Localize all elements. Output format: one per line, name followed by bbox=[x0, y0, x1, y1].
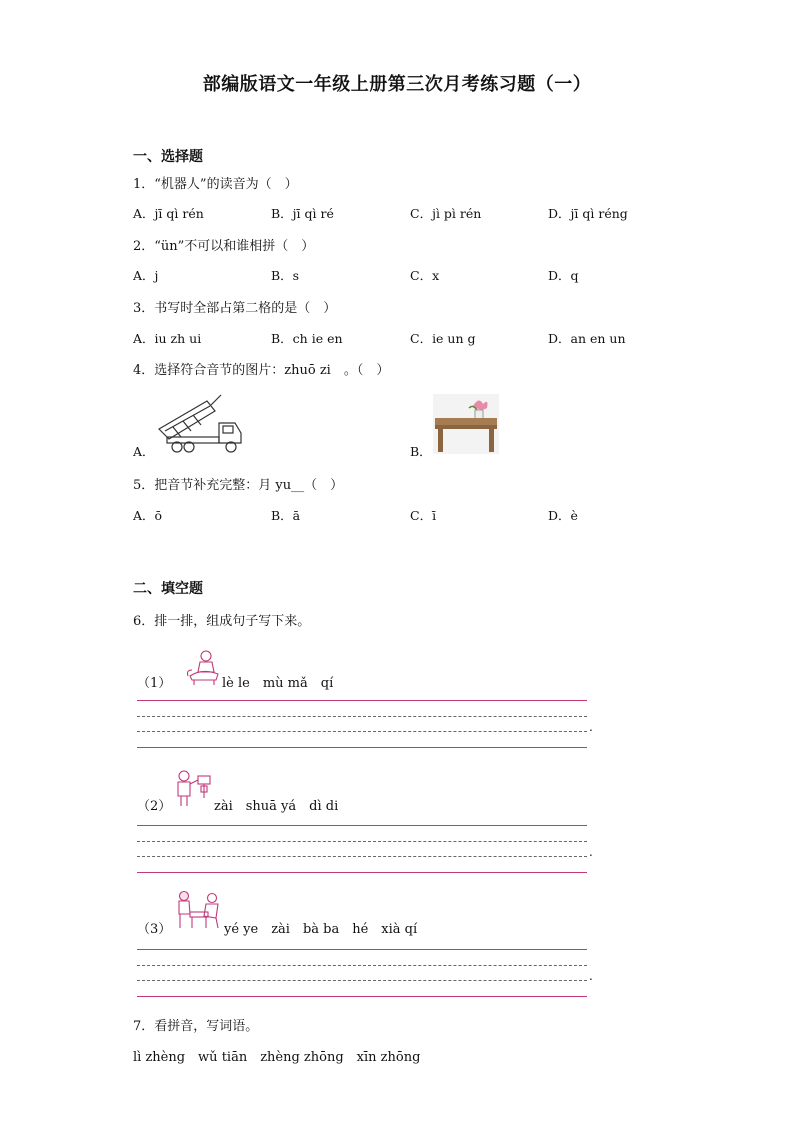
q3-option-c[interactable]: C．ie un g bbox=[410, 331, 476, 346]
question-7: 7．看拼音，写词语。 bbox=[133, 1019, 259, 1034]
writing-line bbox=[137, 980, 587, 981]
writing-line bbox=[137, 872, 587, 873]
question-4: 4．选择符合音节的图片：zhuō zi 。（ ） bbox=[133, 363, 390, 378]
page-title: 部编版语文一年级上册第三次月考练习题（一） bbox=[202, 74, 592, 95]
q1-option-c[interactable]: C．jì pì rén bbox=[410, 206, 482, 221]
writing-line bbox=[137, 856, 587, 857]
writing-line bbox=[137, 996, 587, 997]
q1-option-b[interactable]: B．jī qì ré bbox=[271, 206, 334, 221]
question-2: 2．“ün”不可以和谁相拼（ ） bbox=[133, 239, 315, 254]
q2-option-a[interactable]: A．j bbox=[133, 268, 159, 283]
child-riding-horse-icon bbox=[186, 648, 222, 686]
q4-option-b[interactable]: B． bbox=[410, 444, 432, 459]
q7-pinyin: lì zhèng wǔ tiān zhèng zhōng xīn zhōng bbox=[133, 1050, 421, 1065]
question-5: 5．把音节补充完整：月 yu__（ ） bbox=[133, 478, 344, 493]
sentence-end-mark: . bbox=[589, 969, 593, 983]
writing-line bbox=[137, 965, 587, 966]
section-heading-choice: 一、选择题 bbox=[133, 149, 203, 165]
question-6: 6．排一排，组成句子写下来。 bbox=[133, 614, 311, 629]
q3-option-d[interactable]: D．an en un bbox=[548, 331, 626, 346]
q6-item-2-pinyin: zài shuā yá dì di bbox=[214, 799, 339, 814]
question-1: 1．“机器人”的读音为（ ） bbox=[133, 177, 298, 192]
writing-line bbox=[137, 949, 587, 950]
table-image[interactable] bbox=[433, 394, 499, 454]
q1-option-d[interactable]: D．jī qì réng bbox=[548, 206, 628, 221]
q6-item-3-pinyin: yé ye zài bà ba hé xià qí bbox=[224, 922, 418, 937]
boy-brushing-teeth-icon bbox=[172, 768, 212, 808]
q3-option-b[interactable]: B．ch ie en bbox=[271, 331, 343, 346]
writing-line bbox=[137, 841, 587, 842]
writing-line bbox=[137, 716, 587, 717]
q6-item-1-pinyin: lè le mù mǎ qí bbox=[222, 676, 334, 691]
q3-option-a[interactable]: A．iu zh ui bbox=[133, 331, 202, 346]
q2-option-c[interactable]: C．x bbox=[410, 268, 440, 283]
q6-item-3-number: （3） bbox=[137, 922, 172, 937]
q6-item-2-number: （2） bbox=[137, 799, 172, 814]
q4-option-a[interactable]: A． bbox=[133, 444, 155, 459]
question-3: 3．书写时全部占第二格的是（ ） bbox=[133, 301, 337, 316]
writing-line bbox=[137, 825, 587, 826]
q5-option-a[interactable]: A．ō bbox=[133, 508, 163, 523]
grandpa-father-chess-icon bbox=[176, 890, 222, 930]
sentence-end-mark: . bbox=[589, 720, 593, 734]
q6-item-1-number: （1） bbox=[137, 676, 172, 691]
writing-line bbox=[137, 731, 587, 732]
q5-option-d[interactable]: D．è bbox=[548, 508, 578, 523]
dump-truck-image[interactable] bbox=[155, 393, 247, 455]
q2-option-d[interactable]: D．q bbox=[548, 268, 579, 283]
q1-option-a[interactable]: A．jī qì rén bbox=[133, 206, 204, 221]
q2-option-b[interactable]: B．s bbox=[271, 268, 300, 283]
writing-line bbox=[137, 700, 587, 701]
sentence-end-mark: . bbox=[589, 845, 593, 859]
writing-line bbox=[137, 747, 587, 748]
section-heading-fill: 二、填空题 bbox=[133, 581, 203, 597]
q5-option-c[interactable]: C．ī bbox=[410, 508, 437, 523]
q5-option-b[interactable]: B．ā bbox=[271, 508, 301, 523]
